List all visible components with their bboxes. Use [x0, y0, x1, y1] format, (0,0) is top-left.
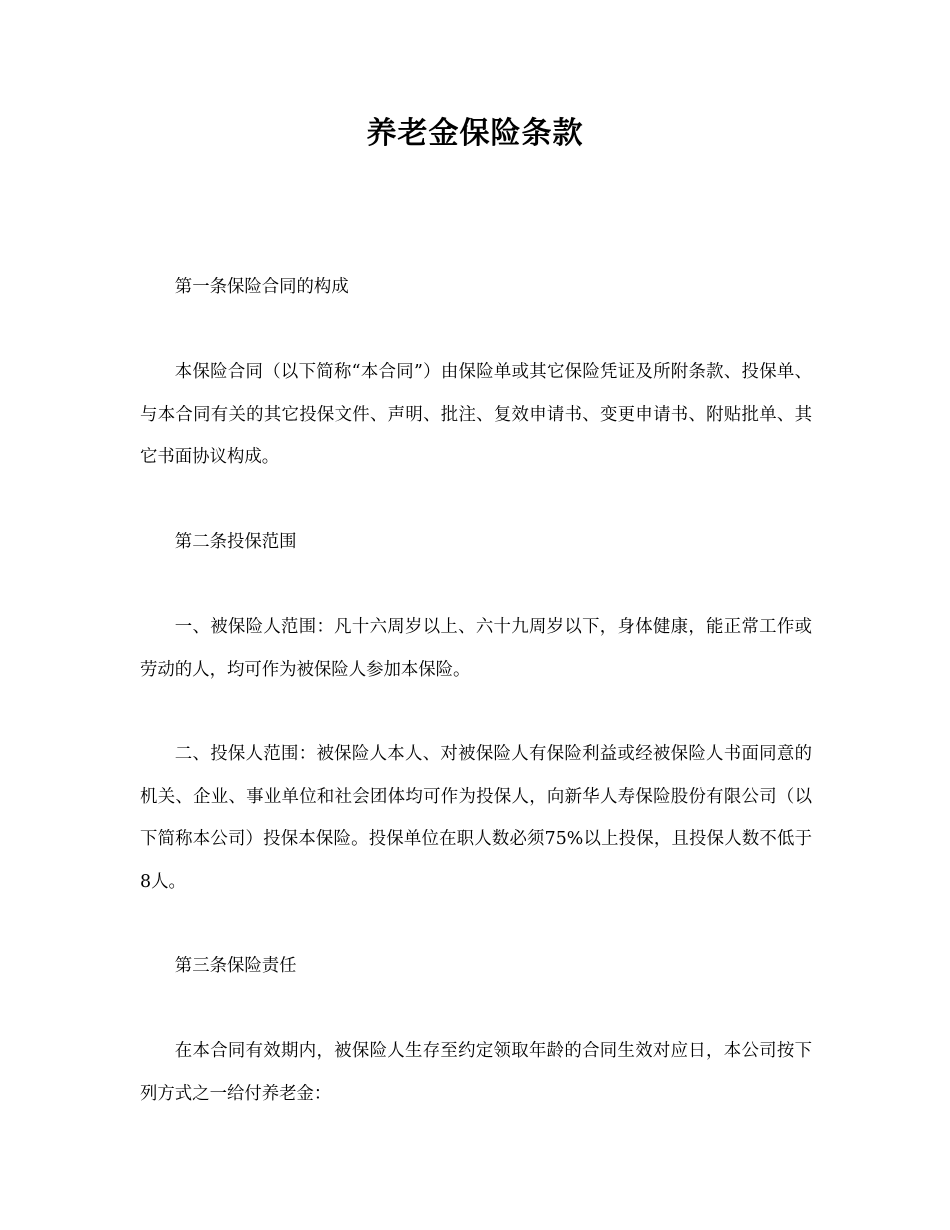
- article-3-heading: 第三条保险责任: [174, 956, 297, 976]
- article-2-heading: 第二条投保范围: [174, 532, 297, 552]
- document-title: 养老金保险条款: [366, 116, 584, 151]
- article-3-body: 在本合同有效期内，被保险人生存至约定领取年龄的合同生效对应日，本公司按下列方式之一给付养老金：: [140, 1041, 812, 1104]
- article-2-item-1: 一、被保险人范围：凡十六周岁以上、六十九周岁以下，身体健康，能正常工作或劳动的人，均可作为被保险人参加本保险。: [140, 617, 812, 680]
- article-1-heading: 第一条保险合同的构成: [174, 277, 349, 297]
- article-2-item-2: 二、投保人范围：被保险人本人、对被保险人有保险利益或经被保险人书面同意的机关、企业、事业单位和社会团体均可作为投保人，向新华人寿保险股份有限公司（以下简称本公司）投保本保险。投保单位在职人数必须75%以上投保，且投保人数不低于8人。: [140, 744, 812, 892]
- article-1-body: 本保险合同（以下简称“本合同”）由保险单或其它保险凭证及所附条款、投保单、与本合同有关的其它投保文件、声明、批注、复效申请书、变更申请书、附贴批单、其它书面协议构成。: [140, 362, 812, 467]
